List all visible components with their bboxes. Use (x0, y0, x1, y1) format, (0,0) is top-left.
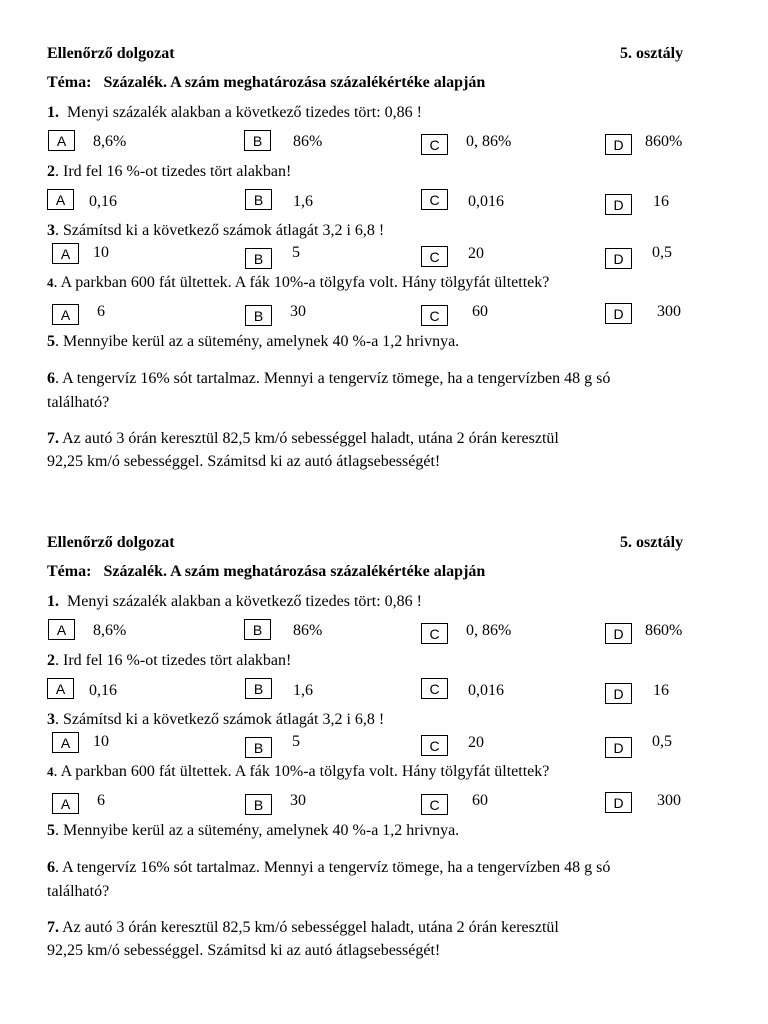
question-text: . A parkban 600 fát ültettek. A fák 10%-a tölgyfa volt. Hány tölgyfát ültettek? (53, 274, 550, 291)
option-box-c[interactable]: C (421, 623, 448, 644)
option-value-b: 1,6 (293, 193, 313, 210)
option-box-d[interactable]: D (605, 134, 632, 155)
option-value-a: 10 (93, 733, 109, 750)
question-number: 2 (47, 652, 55, 669)
question-1 (47, 103, 422, 123)
option-box-c[interactable]: C (421, 189, 448, 210)
question-6 (47, 858, 610, 878)
question-text: . Mennyibe kerül az a sütemény, amelynek 40 %-a 1,2 hrivnya. (55, 333, 460, 350)
question-text: . A tengervíz 16% sót tartalmaz. Mennyi a tengervíz tömege, ha a tengervízben 48 g só (55, 370, 611, 387)
question-number: 1. (47, 593, 59, 610)
question-text: Az autó 3 órán keresztül 82,5 km/ó sebességgel haladt, utána 2 órán keresztül (59, 919, 559, 936)
question-text: . Ird fel 16 %-ot tizedes tört alakban! (55, 163, 292, 180)
question-number: 6 (47, 859, 55, 876)
option-value-c: 0, 86% (466, 133, 512, 150)
option-value-b: 30 (290, 792, 306, 809)
worksheet-2 (0, 489, 768, 1009)
question-2 (47, 651, 291, 671)
question-number: 1. (47, 104, 59, 121)
question-text: Menyi százalék alakban a következő tizedes tört: 0,86 ! (67, 593, 422, 610)
option-value-d: 0,5 (652, 244, 672, 261)
option-value-a: 10 (93, 244, 109, 261)
question-number: 7. (47, 430, 59, 447)
question-number: 3 (47, 711, 55, 728)
option-value-d: 16 (653, 682, 669, 699)
topic-text: Százalék. A szám meghatározása százalékértéke alapján (103, 563, 486, 580)
option-box-d[interactable]: D (605, 737, 632, 758)
option-box-a[interactable]: A (52, 304, 79, 325)
question-number: 3 (47, 222, 55, 239)
option-value-a: 6 (97, 303, 105, 320)
question-number: 2 (47, 163, 55, 180)
option-box-c[interactable]: C (421, 735, 448, 756)
question-4 (47, 762, 549, 782)
option-box-b[interactable]: B (245, 305, 272, 326)
option-box-b[interactable]: B (244, 130, 271, 151)
option-box-a[interactable]: A (47, 189, 74, 210)
question-1 (47, 592, 422, 612)
option-value-c: 0, 86% (466, 622, 512, 639)
option-value-b: 5 (292, 733, 300, 750)
option-box-d[interactable]: D (605, 792, 632, 813)
option-value-c: 0,016 (468, 193, 504, 210)
question-text: . A parkban 600 fát ültettek. A fák 10%-a tölgyfa volt. Hány tölgyfát ültettek? (53, 763, 550, 780)
option-value-b: 86% (293, 133, 323, 150)
option-value-a: 8,6% (93, 133, 127, 150)
option-value-a: 6 (97, 792, 105, 809)
question-5 (47, 332, 459, 352)
question-7-line-2: 92,25 km/ó sebességgel. Számitsd ki az autó átlagsebességét! (47, 942, 441, 959)
option-value-a: 0,16 (89, 193, 117, 210)
option-value-d: 0,5 (652, 733, 672, 750)
question-6-line-2: található? (47, 394, 110, 411)
question-7 (47, 429, 559, 449)
question-6-line-2: található? (47, 883, 110, 900)
question-text: . Számítsd ki a következő számok átlagát 3,2 i 6,8 ! (55, 222, 385, 239)
option-box-d[interactable]: D (605, 623, 632, 644)
question-text: . Ird fel 16 %-ot tizedes tört alakban! (55, 652, 292, 669)
option-box-b[interactable]: B (245, 189, 272, 210)
question-number: 7. (47, 919, 59, 936)
option-value-b: 30 (290, 303, 306, 320)
topic-line (47, 562, 485, 582)
option-box-c[interactable]: C (421, 246, 448, 267)
question-number: 4 (47, 764, 54, 779)
question-6 (47, 369, 610, 389)
option-value-d: 860% (645, 622, 683, 639)
option-box-c[interactable]: C (421, 134, 448, 155)
option-value-d: 300 (657, 792, 681, 809)
topic-text: Százalék. A szám meghatározása százalékértéke alapján (103, 74, 486, 91)
question-number: 5 (47, 333, 55, 350)
option-box-b[interactable]: B (245, 248, 272, 269)
option-box-b[interactable]: B (245, 794, 272, 815)
question-number: 5 (47, 822, 55, 839)
option-value-c: 0,016 (468, 682, 504, 699)
topic-line (47, 73, 485, 93)
option-value-d: 16 (653, 193, 669, 210)
option-box-d[interactable]: D (605, 683, 632, 704)
question-text: Az autó 3 órán keresztül 82,5 km/ó sebességgel haladt, utána 2 órán keresztül (59, 430, 559, 447)
question-2 (47, 162, 291, 182)
option-value-c: 20 (468, 734, 484, 751)
question-4 (47, 273, 549, 293)
topic-label: Téma: (47, 74, 92, 91)
question-text: . A tengervíz 16% sót tartalmaz. Mennyi a tengervíz tömege, ha a tengervízben 48 g só (55, 859, 611, 876)
option-box-b[interactable]: B (244, 619, 271, 640)
option-value-a: 0,16 (89, 682, 117, 699)
worksheet-title: Ellenőrző dolgozat (47, 45, 175, 62)
option-box-b[interactable]: B (245, 737, 272, 758)
option-value-d: 860% (645, 133, 683, 150)
option-box-a[interactable]: A (52, 793, 79, 814)
topic-label: Téma: (47, 563, 92, 580)
question-3 (47, 710, 384, 730)
option-box-a[interactable]: A (52, 732, 79, 753)
option-box-b[interactable]: B (245, 678, 272, 699)
option-value-c: 20 (468, 245, 484, 262)
option-box-a[interactable]: A (48, 619, 75, 640)
option-box-c[interactable]: C (421, 305, 448, 326)
option-value-c: 60 (472, 792, 488, 809)
question-text: . Mennyibe kerül az a sütemény, amelynek 40 %-a 1,2 hrivnya. (55, 822, 460, 839)
option-value-b: 5 (292, 244, 300, 261)
option-box-a[interactable]: A (52, 243, 79, 264)
option-box-d[interactable]: D (605, 248, 632, 269)
option-box-d[interactable]: D (605, 194, 632, 215)
option-box-c[interactable]: C (421, 794, 448, 815)
option-box-c[interactable]: C (421, 678, 448, 699)
grade-label: 5. osztály (620, 534, 684, 551)
grade-label: 5. osztály (620, 45, 684, 62)
option-value-a: 8,6% (93, 622, 127, 639)
question-number: 6 (47, 370, 55, 387)
option-box-a[interactable]: A (47, 678, 74, 699)
option-value-b: 86% (293, 622, 323, 639)
question-7-line-2: 92,25 km/ó sebességgel. Számitsd ki az autó átlagsebességét! (47, 453, 441, 470)
question-7 (47, 918, 559, 938)
worksheet-title: Ellenőrző dolgozat (47, 534, 175, 551)
question-number: 4 (47, 275, 54, 290)
option-box-a[interactable]: A (48, 130, 75, 151)
question-text: . Számítsd ki a következő számok átlagát 3,2 i 6,8 ! (55, 711, 385, 728)
option-value-b: 1,6 (293, 682, 313, 699)
question-5 (47, 821, 459, 841)
option-value-d: 300 (657, 303, 681, 320)
question-text: Menyi százalék alakban a következő tizedes tört: 0,86 ! (67, 104, 422, 121)
option-box-d[interactable]: D (605, 303, 632, 324)
option-value-c: 60 (472, 303, 488, 320)
question-3 (47, 221, 384, 241)
